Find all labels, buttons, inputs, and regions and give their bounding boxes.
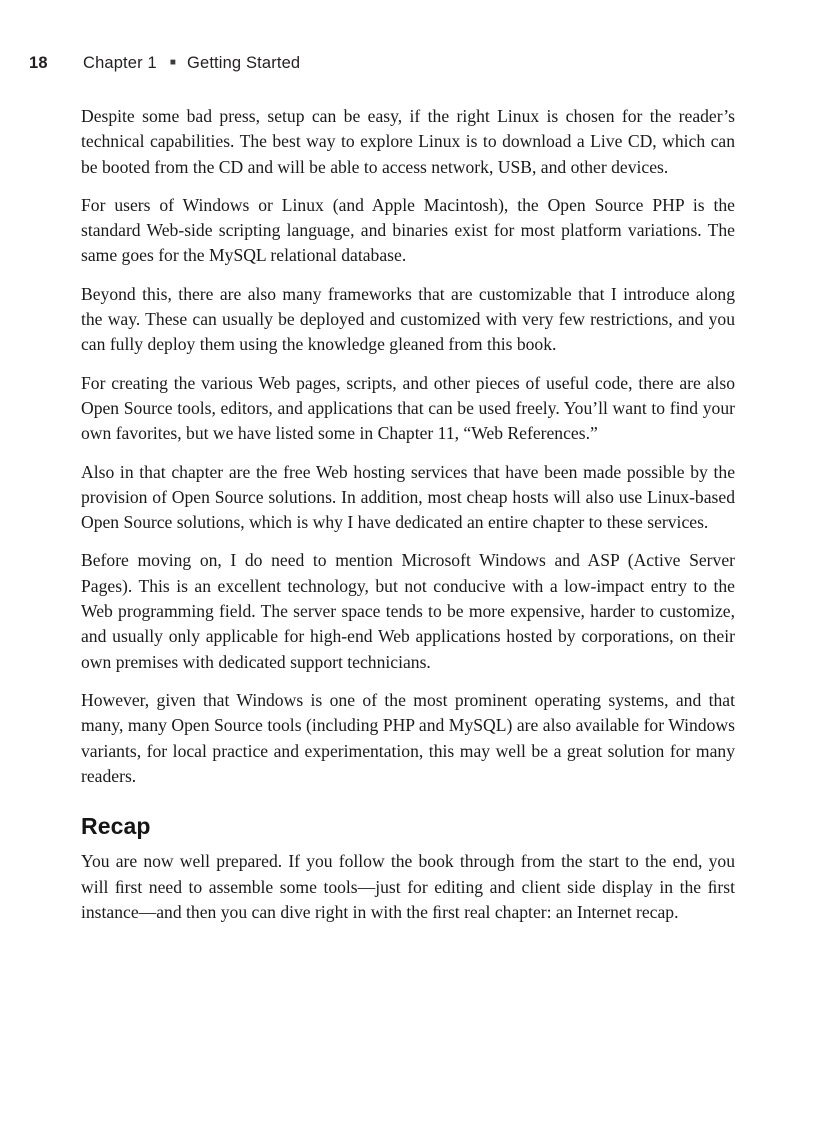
running-header [29,54,769,80]
paragraph-open-source-tools: For creating the various Web pages, scripts, and other pieces of useful code, there are also Open Source tools, editors, and applications that can be used freely. You’ll want to find your own favorites, but we have listed some in Chapter 11, “Web References.” [81,372,735,444]
paragraph-despite-bad-press: Despite some bad press, setup can be easy, if the right Linux is chosen for the reader’s technical capabilities. The best way to explore Linux is to download a Live CD, which can be booted from the CD and will be able to access network, USB, and other devices. [81,106,735,177]
paragraph-windows-linux-php: For users of Windows or Linux (and Apple Macintosh), the Open Source PHP is the standard Web-side scripting language, and binaries exist for most platform variations. The same goes for the MySQL relational database. [81,194,735,266]
paragraph-microsoft-asp: Before moving on, I do need to mention Microsoft Windows and ASP (Active Server Pages). This is an excellent technology, but not conducive with a low-impact entry to the Web programming field. The server space tends to be more expensive, harder to customize, and usually only applicable for high-end Web applications hosted by corporations, on their own premises with dedicated support technicians. [81,550,735,672]
header-chapter-title: Getting Started [187,54,301,72]
paragraph-recap-body: You are now well prepared. If you follow the book through from the start to the end, you will ﬁrst need to assemble some tools—just for editing and client side display in the ﬁrst instance—and then you can dive right in with the ﬁrst real chapter: an Internet recap. [81,851,735,922]
paragraph-web-hosting-services: Also in that chapter are the free Web hosting services that have been made possible by the provision of Open Source solutions. In addition, most cheap hosts will also use Linux-based Open Source solutions, which is why I have dedicated an entire chapter to these services. [81,461,735,533]
section-heading-recap: Recap [81,813,151,840]
page-number: 18 [29,54,48,72]
header-chapter-label: Chapter 1 [83,54,157,72]
text-column [81,104,735,925]
paragraph-frameworks: Beyond this, there are also many frameworks that are customizable that I introduce along the way. These can usually be deployed and customized with very few restrictions, and you can fully deploy them using the knowledge gleaned from this book. [81,283,735,355]
paragraph-windows-prominent: However, given that Windows is one of the most prominent operating systems, and that many, many Open Source tools (including PHP and MySQL) are also available for Windows variants, for local practice and experimentation, this may well be a great solution for many readers. [81,689,735,786]
square-bullet-icon: ■ [169,57,177,68]
